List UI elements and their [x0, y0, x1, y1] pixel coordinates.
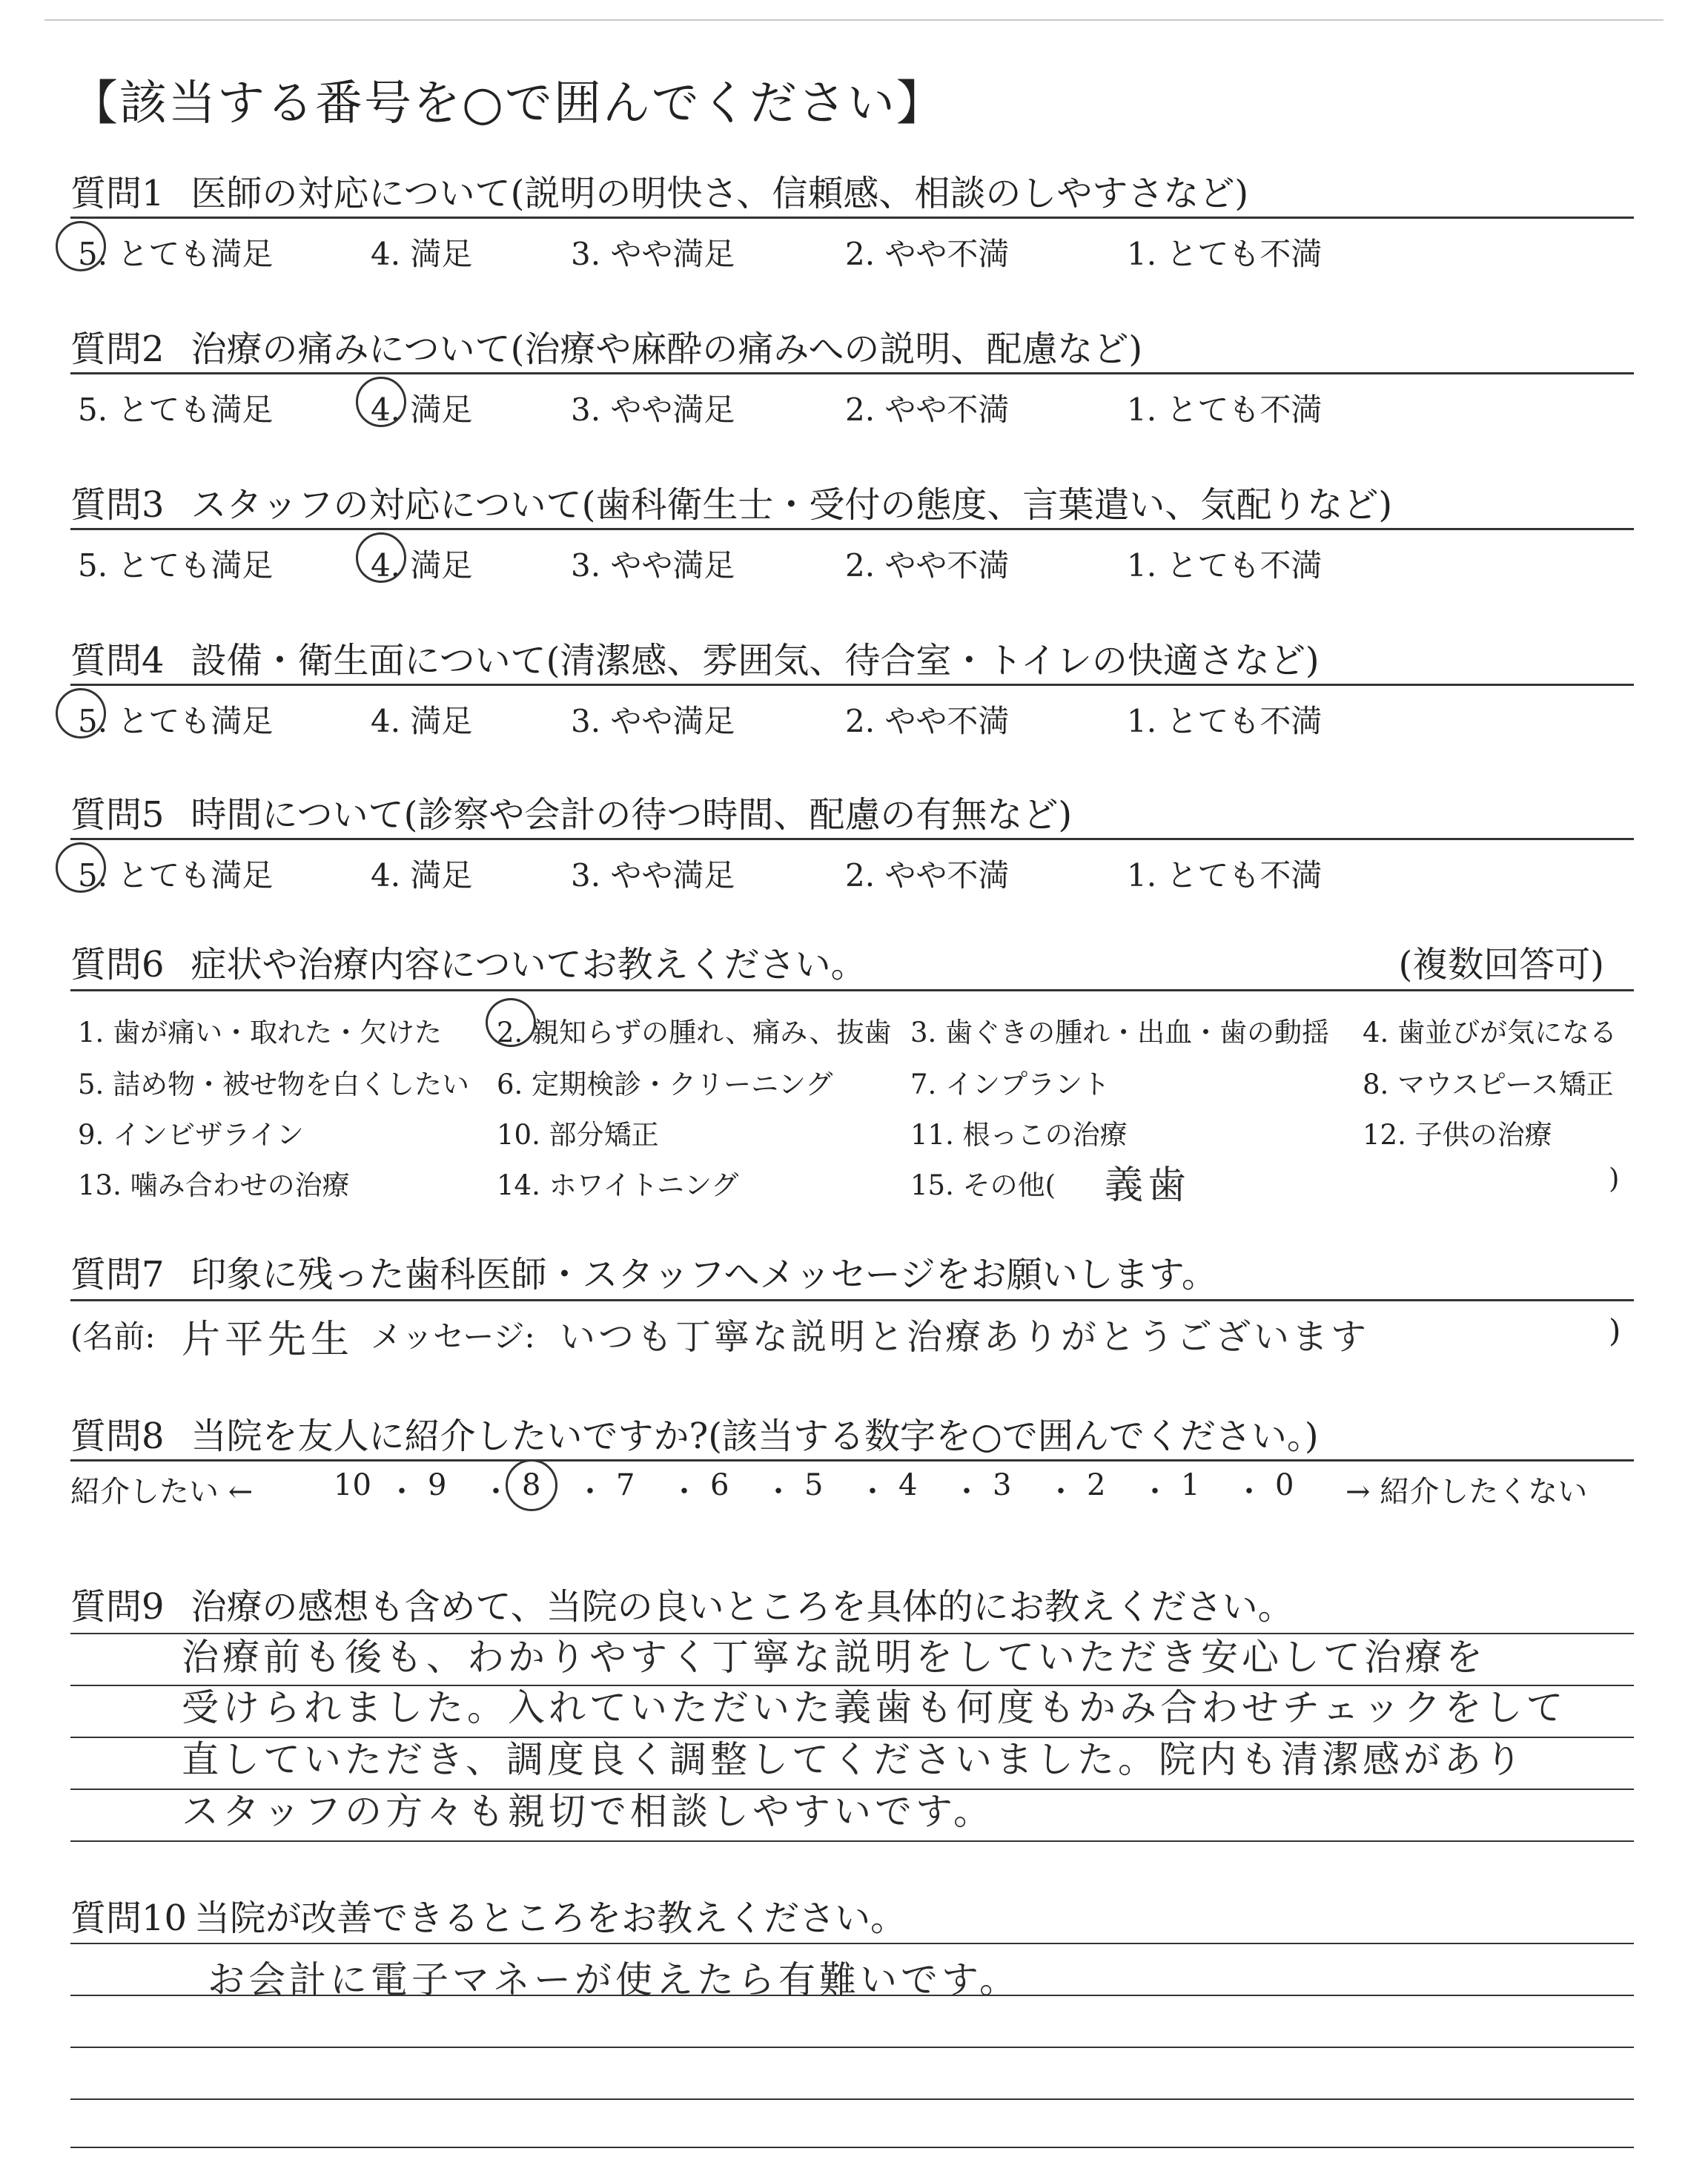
q6-rule: [70, 989, 1634, 991]
q10-number: 質問10: [70, 1898, 188, 1939]
q6-other-close: ): [1609, 1163, 1620, 1195]
q4-option-1[interactable]: 1. とても不満: [1127, 703, 1323, 739]
form-header: 【該当する番号を○で囲んでください】: [70, 76, 945, 131]
q5-rule: [70, 838, 1634, 840]
q8-scale-9[interactable]: 9: [428, 1468, 447, 1502]
q2-rule: [70, 372, 1634, 374]
q3-selected-circle: [356, 532, 406, 583]
q5-option-2[interactable]: 2. やや不満: [845, 857, 1010, 894]
q1-number: 質問1: [70, 173, 165, 214]
q1-option-4[interactable]: 4. 満足: [371, 236, 473, 272]
q9-answer-line-3[interactable]: 直していただき、調度良く調整してくださいました。院内も清潔感があり: [182, 1738, 1526, 1781]
q2-option-2[interactable]: 2. やや不満: [845, 392, 1010, 428]
q8-scale-4[interactable]: 4: [898, 1468, 918, 1502]
q8-scale-7[interactable]: 7: [616, 1468, 635, 1502]
q3-number: 質問3: [70, 484, 165, 526]
q7-name-handwritten[interactable]: 片平先生: [182, 1318, 354, 1362]
q8-left-label: 紹介したい ←: [70, 1475, 254, 1509]
q10-rule-1: [70, 1943, 1634, 1944]
q5-option-4[interactable]: 4. 満足: [371, 857, 473, 894]
q8-scale-separator: ・: [858, 1475, 887, 1509]
q1-text: 医師の対応について(説明の明快さ、信頼感、相談のしやすさなど): [191, 173, 1249, 214]
q9-answer-line-1[interactable]: 治療前も後も、わかりやすく丁寧な説明をしていただき安心して治療を: [182, 1636, 1486, 1679]
q6-option-5[interactable]: 5. 詰め物・被せ物を白くしたい: [78, 1069, 470, 1100]
q8-scale-8[interactable]: 8: [522, 1468, 541, 1502]
q8-text: 当院を友人に紹介したいですか?(該当する数字を○で囲んでください。): [191, 1416, 1319, 1457]
q3-option-5[interactable]: 5. とても満足: [78, 547, 274, 584]
q6-other-handwritten: 義歯: [1105, 1163, 1191, 1208]
q1-option-5[interactable]: 5. とても満足: [78, 236, 274, 272]
q8-scale-separator: ・: [481, 1475, 511, 1509]
q2-option-4[interactable]: 4. 満足: [371, 392, 473, 428]
q4-selected-circle: [56, 688, 106, 739]
q5-text: 時間について(診察や会計の待つ時間、配慮の有無など): [191, 794, 1073, 836]
q7-number: 質問7: [70, 1254, 165, 1295]
q6-title: [70, 936, 867, 987]
q9-answer-line-4[interactable]: スタッフの方々も親切で相談しやすいです。: [182, 1790, 994, 1833]
q6-option-11[interactable]: 11. 根っこの治療: [910, 1119, 1128, 1151]
q6-option-2[interactable]: 2. 親知らずの腫れ、痛み、抜歯: [497, 1017, 892, 1048]
q6-option-9[interactable]: 9. インビザライン: [78, 1119, 304, 1151]
q6-option-8[interactable]: 8. マウスピース矯正: [1363, 1069, 1614, 1100]
q3-option-3[interactable]: 3. やや満足: [571, 547, 735, 584]
q8-scale-separator: ・: [387, 1475, 417, 1509]
q6-option-14[interactable]: 14. ホワイトニング: [497, 1169, 739, 1201]
q8-scale-1[interactable]: 1: [1181, 1468, 1200, 1502]
q7-message-handwritten[interactable]: いつも丁寧な説明と治療ありがとうございます: [560, 1316, 1370, 1358]
q2-number: 質問2: [70, 328, 165, 370]
q10-answer-line-1[interactable]: お会計に電子マネーが使えたら有難いです。: [208, 1958, 1020, 2001]
q9-number: 質問9: [70, 1586, 165, 1628]
q8-scale-separator: ・: [1046, 1475, 1076, 1509]
q1-option-2[interactable]: 2. やや不満: [845, 236, 1010, 272]
q2-option-1[interactable]: 1. とても不満: [1127, 392, 1323, 428]
q3-option-2[interactable]: 2. やや不満: [845, 547, 1010, 584]
q2-title: [70, 320, 1142, 371]
q4-option-3[interactable]: 3. やや満足: [571, 703, 735, 739]
q8-number: 質問8: [70, 1416, 165, 1457]
q8-selected-circle: [506, 1459, 557, 1511]
q6-option-10[interactable]: 10. 部分矯正: [497, 1119, 659, 1151]
q5-selected-circle: [56, 842, 106, 893]
q8-scale-3[interactable]: 3: [993, 1468, 1012, 1502]
q10-rule-5: [70, 2147, 1634, 2148]
q7-title: [70, 1246, 1217, 1297]
q7-text: 印象に残った歯科医師・スタッフへメッセージをお願いします。: [191, 1254, 1217, 1295]
q8-right-label: → 紹介したくない: [1345, 1475, 1588, 1509]
q6-option-12[interactable]: 12. 子供の治療: [1363, 1119, 1552, 1151]
q4-text: 設備・衛生面について(清潔感、雰囲気、待合室・トイレの快適さなど): [191, 640, 1320, 681]
q6-option-4[interactable]: 4. 歯並びが気になる: [1363, 1017, 1618, 1048]
q10-title: [70, 1889, 906, 1941]
q5-title: [70, 786, 1072, 837]
q7-message-label: メッセージ:: [371, 1318, 535, 1355]
q6-option-1[interactable]: 1. 歯が痛い・取れた・欠けた: [78, 1017, 443, 1048]
q8-scale-separator: ・: [952, 1475, 982, 1509]
q6-text: 症状や治療内容についてお教えください。: [191, 944, 867, 985]
q9-text: 治療の感想も含めて、当院の良いところを具体的にお教えください。: [191, 1586, 1294, 1628]
q5-option-3[interactable]: 3. やや満足: [571, 857, 735, 894]
q2-option-3[interactable]: 3. やや満足: [571, 392, 735, 428]
q3-option-4[interactable]: 4. 満足: [371, 547, 473, 584]
q8-title: [70, 1407, 1319, 1459]
q4-option-4[interactable]: 4. 満足: [371, 703, 473, 739]
q8-scale-10[interactable]: 10: [334, 1468, 371, 1502]
q10-rule-3: [70, 2047, 1634, 2048]
q6-selected-circle: [486, 998, 536, 1047]
q1-title: [70, 165, 1248, 216]
q5-number: 質問5: [70, 794, 165, 836]
q8-scale-separator: ・: [1140, 1475, 1170, 1509]
q6-option-3[interactable]: 3. 歯ぐきの腫れ・出血・歯の動揺: [910, 1017, 1330, 1048]
q7-name-label: (名前:: [70, 1318, 156, 1355]
q3-text: スタッフの対応について(歯科衛生士・受付の態度、言葉遣い、気配りなど): [191, 484, 1393, 526]
q8-scale-6[interactable]: 6: [710, 1468, 729, 1502]
q6-option-7[interactable]: 7. インプラント: [910, 1069, 1110, 1100]
q6-number: 質問6: [70, 944, 165, 985]
q1-option-3[interactable]: 3. やや満足: [571, 236, 735, 272]
q8-scale-separator: ・: [1234, 1475, 1264, 1509]
q6-multi-note: (複数回答可): [1398, 944, 1604, 985]
q8-scale-5[interactable]: 5: [804, 1468, 824, 1502]
q2-option-5[interactable]: 5. とても満足: [78, 392, 274, 428]
q2-text: 治療の痛みについて(治療や麻酔の痛みへの説明、配慮など): [191, 328, 1143, 370]
q10-rule-4: [70, 2098, 1634, 2100]
q5-option-5[interactable]: 5. とても満足: [78, 857, 274, 894]
q4-title: [70, 632, 1320, 683]
q3-option-1[interactable]: 1. とても不満: [1127, 547, 1323, 584]
q10-text: 当院が改善できるところをお教えください。: [194, 1898, 907, 1939]
q3-rule: [70, 528, 1634, 530]
q6-option-13[interactable]: 13. 噛み合わせの治療: [78, 1169, 350, 1201]
q9-answer-line-2[interactable]: 受けられました。入れていただいた義歯も何度もかみ合わせチェックをして: [182, 1686, 1567, 1729]
q4-option-5[interactable]: 5. とても満足: [78, 703, 274, 739]
q6-option-15[interactable]: 15. その他(: [910, 1169, 1056, 1201]
q1-option-1[interactable]: 1. とても不満: [1127, 236, 1323, 272]
q7-rule: [70, 1299, 1634, 1301]
q8-scale-0[interactable]: 0: [1275, 1468, 1294, 1502]
top-border: [44, 19, 1664, 21]
q8-rule: [70, 1459, 1634, 1462]
q1-rule: [70, 217, 1634, 219]
q8-scale-separator: ・: [669, 1475, 699, 1509]
q7-close: ): [1609, 1312, 1621, 1349]
q2-selected-circle: [356, 377, 406, 427]
q8-scale-2[interactable]: 2: [1087, 1468, 1106, 1502]
q9-rule-5: [70, 1840, 1634, 1842]
q4-number: 質問4: [70, 640, 165, 681]
q4-option-2[interactable]: 2. やや不満: [845, 703, 1010, 739]
q3-title: [70, 476, 1392, 527]
q9-title: [70, 1578, 1294, 1629]
q4-rule: [70, 684, 1634, 686]
q8-scale-separator: ・: [764, 1475, 793, 1509]
q8-scale-separator: ・: [575, 1475, 605, 1509]
q5-option-1[interactable]: 1. とても不満: [1127, 857, 1323, 894]
q1-selected-circle: [56, 221, 106, 271]
q6-option-6[interactable]: 6. 定期検診・クリーニング: [497, 1069, 833, 1100]
